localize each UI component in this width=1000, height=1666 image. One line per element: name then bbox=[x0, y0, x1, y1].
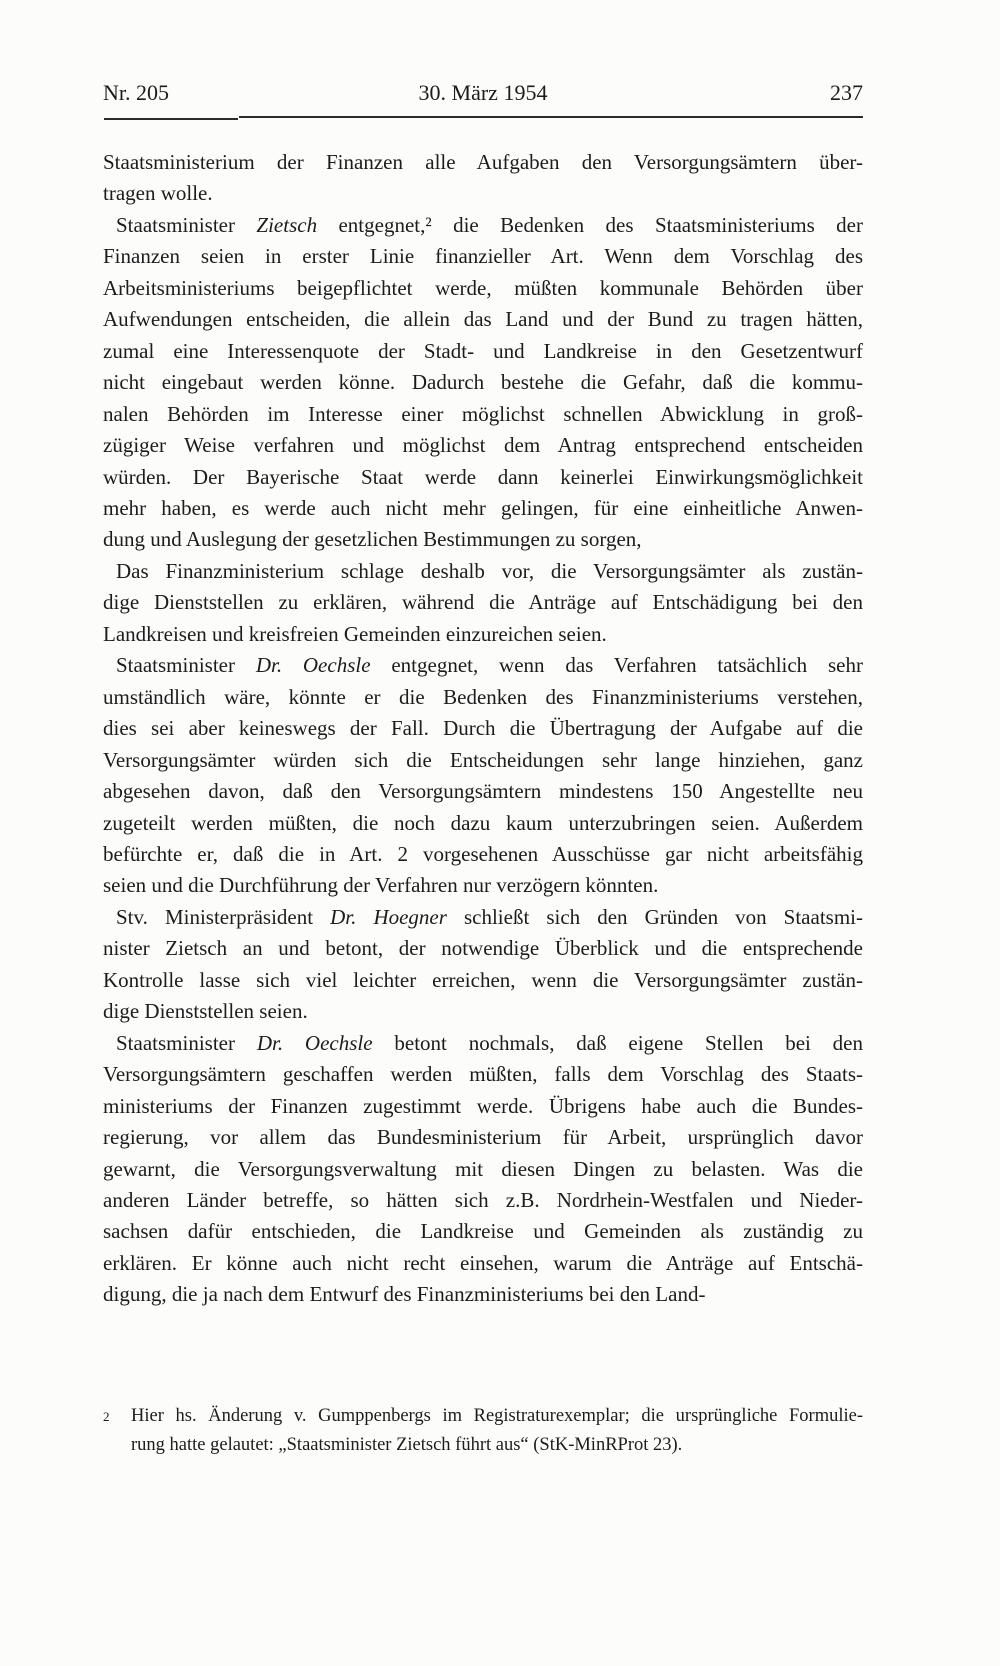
text-line: nalen Behörden im Interesse einer möglichst schnellen Abwicklung in groß- bbox=[103, 401, 863, 426]
session-date: 30. März 1954 bbox=[418, 80, 548, 105]
text-line: zügiger Weise verfahren und möglichst dem Antrag entsprechend entscheiden bbox=[103, 433, 863, 458]
text-line: Arbeitsministeriums beigepflichtet werde, müßten kommunale Behörden über bbox=[103, 275, 863, 300]
text-line: Aufwendungen entscheiden, die allein das Land und der Bund zu tragen hätten, bbox=[103, 307, 863, 332]
footnote bbox=[103, 1402, 863, 1460]
footnote-marker bbox=[103, 1402, 131, 1460]
text-line: Versorgungsämter würden sich die Entscheidungen sehr lange hinziehen, ganz bbox=[103, 747, 863, 772]
text-line: seien und die Durchführung der Verfahren nur verzögern könnten. bbox=[103, 873, 659, 898]
paragraph bbox=[103, 210, 863, 556]
text-line: Staatsminister Dr. Oechsle betont nochmals, daß eigene Stellen bei den bbox=[116, 1030, 863, 1055]
text-line: Versorgungsämtern geschaffen werden müßten, falls dem Vorschlag des Staats- bbox=[103, 1062, 863, 1087]
text-line: dung und Auslegung der gesetzlichen Bestimmungen zu sorgen, bbox=[103, 527, 642, 552]
text-line: Staatsminister Dr. Oechsle entgegnet, wenn das Verfahren tatsächlich sehr bbox=[116, 653, 863, 678]
paragraph bbox=[103, 902, 863, 1028]
text-line: abgesehen davon, daß den Versorgungsämtern mindestens 150 Angestellte neu bbox=[103, 779, 863, 804]
text-line: dige Dienststellen zu erklären, während die Anträge auf Entschädigung bei den bbox=[103, 590, 863, 615]
text-line: umständlich wäre, könnte er die Bedenken des Finanzministeriums verstehen, bbox=[103, 684, 863, 709]
text-line: erklären. Er könne auch nicht recht einsehen, warum die Anträge auf Entschä- bbox=[103, 1250, 863, 1275]
footnote-line: rung hatte gelautet: „Staatsminister Zietsch führt aus“ (StK-MinRProt 23). bbox=[131, 1435, 683, 1455]
text-line: tragen wolle. bbox=[103, 181, 213, 206]
text-line: dies sei aber keineswegs der Fall. Durch die Übertragung der Aufgabe auf die bbox=[103, 716, 863, 741]
text-line: Stv. Ministerpräsident Dr. Hoegner schließt sich den Gründen von Staatsmi- bbox=[116, 904, 863, 929]
text-line: ministeriums der Finanzen zugestimmt werde. Übrigens habe auch die Bundes- bbox=[103, 1093, 863, 1118]
text-line: Kontrolle lasse sich viel leichter erreichen, wenn die Versorgungsämter zustän- bbox=[103, 967, 863, 992]
footnote-text bbox=[131, 1402, 863, 1460]
text-line: würden. Der Bayerische Staat werde dann keinerlei Einwirkungsmöglichkeit bbox=[103, 464, 863, 489]
header-rule-main-segment bbox=[239, 116, 863, 118]
text-line: gewarnt, die Versorgungsverwaltung mit diesen Dingen zu belasten. Was die bbox=[103, 1156, 863, 1181]
header-rule bbox=[103, 115, 863, 121]
text-line: regierung, vor allem das Bundesministerium für Arbeit, ursprünglich davor bbox=[103, 1125, 863, 1150]
text-line: Staatsministerium der Finanzen alle Aufgaben den Versorgungsämtern über- bbox=[103, 150, 863, 174]
text-line: zugeteilt werden müßten, die noch dazu kaum unterzubringen seien. Außerdem bbox=[103, 810, 863, 835]
document-body bbox=[103, 147, 863, 1311]
header-rule-left-segment bbox=[104, 118, 238, 120]
issue-number: Nr. 205 bbox=[103, 80, 169, 105]
text-line: nister Zietsch an und betont, der notwendige Überblick und die entsprechende bbox=[103, 936, 863, 961]
page-number: 237 bbox=[829, 80, 863, 105]
text-line: digung, die ja nach dem Entwurf des Finanzministeriums bei den Land- bbox=[103, 1282, 706, 1307]
text-line: Landkreisen und kreisfreien Gemeinden einzureichen seien. bbox=[103, 621, 607, 646]
footnote-marker-number: 2 bbox=[103, 1409, 110, 1424]
paragraph bbox=[103, 556, 863, 650]
text-line: sachsen dafür entschieden, die Landkreise und Gemeinden als zuständig zu bbox=[103, 1219, 863, 1244]
text-line: nicht eingebaut werden könne. Dadurch bestehe die Gefahr, daß die kommu- bbox=[103, 370, 863, 395]
text-line: zumal eine Interessenquote der Stadt- und Landkreise in den Gesetzentwurf bbox=[103, 338, 863, 363]
paragraph bbox=[103, 650, 863, 902]
text-line: Finanzen seien in erster Linie finanzieller Art. Wenn dem Vorschlag des bbox=[103, 244, 863, 269]
running-head bbox=[103, 80, 863, 106]
text-line: mehr haben, es werde auch nicht mehr gelingen, für eine einheitliche Anwen- bbox=[103, 495, 863, 520]
text-line: anderen Länder betreffe, so hätten sich z.B. Nordrhein-Westfalen und Nieder- bbox=[103, 1187, 863, 1212]
text-line: Staatsminister Zietsch entgegnet,² die Bedenken des Staatsministeriums der bbox=[116, 212, 863, 237]
footnote-line: Hier hs. Änderung v. Gumppenbergs im Registraturexemplar; die ursprüngliche Formulie- bbox=[131, 1406, 863, 1426]
text-line: Das Finanzministerium schlage deshalb vor, die Versorgungsämter als zustän- bbox=[116, 558, 863, 583]
text-line: dige Dienststellen seien. bbox=[103, 999, 308, 1024]
paragraph bbox=[103, 147, 863, 210]
text-line: befürchte er, daß die in Art. 2 vorgesehenen Ausschüsse gar nicht arbeitsfähig bbox=[103, 841, 863, 866]
paragraph bbox=[103, 1028, 863, 1311]
